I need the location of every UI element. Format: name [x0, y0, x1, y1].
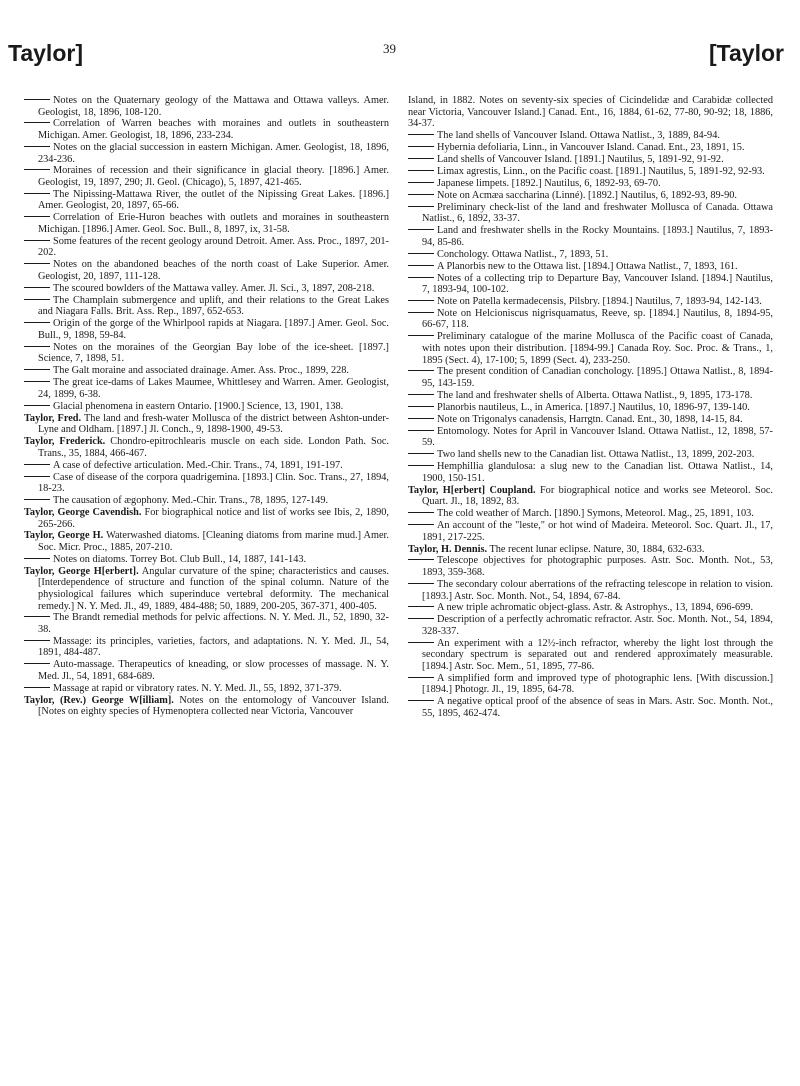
bibliography-entry — [408, 508, 773, 520]
entry-text: Land and freshwater shells in the Rocky Mountains. [1893.] Nautilus, 7, 1893-94, 85-86. — [422, 225, 773, 248]
bibliography-entry — [408, 261, 773, 273]
entry-text: For biographical notice and works see Meteorol. Soc. Quart. Jl., 18, 1892, 83. — [422, 484, 773, 508]
entry-text: Angular curvature of the spine; characteristics and causes. [Interdependence of structure and function of the spinal column. Nature of the physiological failures which superinduce vertebral deformity. The mechanical remedy.] N. Y. Med. Jl., 49, 1889, 484-488; 50, 1889, 200-205, 367-371, 400-405. — [38, 565, 389, 612]
bibliography-entry — [24, 283, 389, 295]
entry-text: An account of the "leste," or hot wind of Madeira. Meteorol. Soc. Quart. Jl., 17, 1891, 217-225. — [422, 520, 773, 543]
bibliography-entry — [408, 614, 773, 637]
ditto-rule — [408, 194, 434, 195]
entry-text: Telescope objectives for photographic purposes. Astr. Soc. Month. Not., 53, 1893, 359-368. — [422, 555, 773, 579]
ditto-rule — [24, 146, 50, 147]
entry-text: The cold weather of March. [1890.] Symons, Meteorol. Mag., 25, 1891, 103. — [437, 508, 754, 520]
ditto-rule — [408, 158, 434, 159]
bibliography-entry — [24, 142, 389, 165]
bibliography-entry — [24, 566, 389, 612]
entry-text: Notes on the Quaternary geology of the Mattawa and Ottawa valleys. Amer. Geologist, 18, 1896, 108-120. — [38, 95, 389, 118]
entry-author: Taylor, H[erbert] Coupland. — [408, 484, 536, 496]
ditto-rule — [408, 677, 434, 678]
entry-text: Notes of a collecting trip to Departure Bay, Vancouver Island. [1894.] Nautilus, 7, 1893-94, 100-102. — [422, 272, 773, 296]
ditto-rule — [408, 253, 434, 254]
entry-text: The causation of ægophony. Med.-Chir. Trans., 78, 1895, 127-149. — [53, 495, 329, 507]
ditto-rule — [24, 216, 50, 217]
ditto-rule — [24, 346, 50, 347]
bibliography-entry — [24, 318, 389, 341]
entry-text: The scoured bowlders of the Mattawa valley. Amer. Jl. Sci., 3, 1897, 208-218. — [53, 282, 375, 294]
ditto-rule — [408, 642, 434, 643]
ditto-rule — [24, 322, 50, 323]
ditto-rule — [24, 193, 50, 194]
left-column — [24, 95, 389, 718]
entry-text: Origin of the gorge of the Whirlpool rapids at Niagara. [1897.] Amer. Geol. Soc. Bull., 9, 1898, 59-84. — [38, 318, 389, 341]
bibliography-entry — [408, 390, 773, 402]
ditto-rule — [408, 370, 434, 371]
entry-text: Land shells of Vancouver Island. [1891.] Nautilus, 5, 1891-92, 91-92. — [437, 153, 724, 165]
bibliography-entry — [24, 377, 389, 400]
ditto-rule — [24, 663, 50, 664]
entry-text: A negative optical proof of the absence of seas in Mars. Astr. Soc. Month. Not., 55, 1895, 462-474. — [422, 696, 773, 719]
entry-text: Notes on diatoms. Torrey Bot. Club Bull., 14, 1887, 141-143. — [53, 553, 307, 565]
entry-text: Hybernia defoliaria, Linn., in Vancouver Island. Canad. Ent., 23, 1891, 15. — [437, 141, 745, 153]
bibliography-entry — [408, 602, 773, 614]
ditto-rule — [24, 381, 50, 382]
entry-text: Planorbis nautileus, L., in America. [1897.] Nautilus, 10, 1896-97, 139-140. — [437, 401, 750, 413]
ditto-rule — [24, 369, 50, 370]
ditto-rule — [408, 134, 434, 135]
right-column — [408, 95, 773, 720]
entry-text: Massage: its principles, varieties, factors, and adaptations. N. Y. Med. Jl., 54, 1891, 484-487. — [38, 635, 389, 659]
bibliography-entry — [24, 165, 389, 188]
entry-text: A case of defective articulation. Med.-Chir. Trans., 74, 1891, 191-197. — [53, 459, 343, 471]
ditto-rule — [408, 265, 434, 266]
bibliography-entry — [24, 365, 389, 377]
bibliography-entry — [408, 331, 773, 366]
ditto-rule — [408, 418, 434, 419]
entry-author: Taylor, H. Dennis. — [408, 543, 488, 555]
ditto-rule — [24, 240, 50, 241]
ditto-rule — [408, 559, 434, 560]
entry-text: Entomology. Notes for April in Vancouver Island. Ottawa Natlist., 12, 1898, 57-59. — [422, 425, 773, 449]
entry-text: Massage at rapid or vibratory rates. N. Y. Med. Jl., 55, 1892, 371-379. — [53, 682, 342, 694]
entry-text: Note on Patella kermadecensis, Pilsbry. [1894.] Nautilus, 7, 1893-94, 142-143. — [437, 295, 762, 307]
entry-text: Preliminary catalogue of the marine Mollusca of the Pacific coast of Canada, with notes upon their distribution. [1894-99.] Canada Roy. Soc. Proc. & Trans., 1, 1895 (Sect. 4), 17-100; 5, 1899 (Sect. 4), 233-250. — [422, 331, 773, 366]
ditto-rule — [408, 430, 434, 431]
bibliography-entry — [24, 636, 389, 659]
bibliography-entry — [408, 296, 773, 308]
entry-text: A new triple achromatic object-glass. Astr. & Astrophys., 13, 1894, 696-699. — [437, 602, 754, 614]
bibliography-entry — [408, 426, 773, 449]
entry-text: Conchology. Ottawa Natlist., 7, 1893, 51. — [437, 248, 609, 260]
bibliography-entry — [24, 695, 389, 718]
bibliography-entry — [408, 190, 773, 202]
entry-author: Taylor, Fred. — [24, 412, 82, 424]
bibliography-entry — [408, 485, 773, 508]
ditto-rule — [24, 99, 50, 100]
ditto-rule — [408, 524, 434, 525]
bibliography-entry — [24, 495, 389, 507]
bibliography-entry — [24, 189, 389, 212]
entry-text: The Champlain submergence and uplift, and their relations to the Great Lakes and Niagara Falls. Brit. Ass. Rep., 1897, 652-653. — [38, 294, 389, 318]
bibliography-entry — [408, 402, 773, 414]
entry-text: Glacial phenomena in eastern Ontario. [1900.] Science, 13, 1901, 138. — [53, 400, 344, 412]
ditto-rule — [24, 616, 50, 617]
entry-text: Note on Helcioniscus nigrisquamatus, Reeve, sp. [1894.] Nautilus, 8, 1894-95, 66-67, 118. — [422, 307, 773, 331]
bibliography-entry — [408, 673, 773, 696]
entry-text: Limax agrestis, Linn., on the Pacific coast. [1891.] Nautilus, 5, 1891-92, 92-93. — [437, 165, 765, 177]
page-header — [0, 40, 800, 80]
bibliography-entry — [24, 460, 389, 472]
bibliography-entry — [408, 130, 773, 142]
ditto-rule — [408, 335, 434, 336]
entry-author: Taylor, Frederick. — [24, 436, 106, 448]
entry-text: Island, in 1882. Notes on seventy-six species of Cicindelidæ and Carabidæ collected near Victoria, Vancouver Island.] Canad. Ent., 16, 1884, 61-62, 77-80, 90-92; 18, 1886, 34-37. — [408, 95, 773, 130]
entry-text: Some features of the recent geology around Detroit. Amer. Ass. Proc., 1897, 201-202. — [38, 235, 389, 259]
bibliography-entry — [24, 342, 389, 365]
ditto-rule — [24, 299, 50, 300]
bibliography-entry — [24, 95, 389, 118]
entry-author: Taylor, (Rev.) George W[illiam]. — [24, 694, 174, 706]
bibliography-entry — [24, 472, 389, 495]
bibliography-entry — [408, 696, 773, 719]
ditto-rule — [24, 499, 50, 500]
bibliography-entry — [24, 683, 389, 695]
bibliography-entry — [408, 249, 773, 261]
entry-text: A simplified form and improved type of photographic lens. [With discussion.] [1894.] Photogr. Jl., 19, 1895, 64-78. — [422, 672, 773, 696]
bibliography-entry — [408, 461, 773, 484]
entry-text: Auto-massage. Therapeutics of kneading, or slow processes of massage. N. Y. Med. Jl., 54, 1891, 684-689. — [38, 659, 389, 682]
ditto-rule — [408, 512, 434, 513]
bibliography-entry — [408, 273, 773, 296]
entry-text: The recent lunar eclipse. Nature, 30, 1884, 632-633. — [489, 543, 705, 555]
entry-author: Taylor, George H[erbert]. — [24, 565, 139, 577]
bibliography-entry — [408, 308, 773, 331]
bibliography-entry — [408, 638, 773, 673]
entry-text: The great ice-dams of Lakes Maumee, Whittlesey and Warren. Amer. Geologist, 24, 1899, 6-38. — [38, 377, 389, 400]
bibliography-entry — [408, 142, 773, 154]
entry-text: The secondary colour aberrations of the refracting telescope in relation to vision. [1893.] Astr. Soc. Month. Not., 54, 1894, 67-84. — [422, 578, 773, 602]
bibliography-entry — [24, 212, 389, 235]
bibliography-entry — [408, 366, 773, 389]
ditto-rule — [408, 453, 434, 454]
entry-text: The present condition of Canadian conchology. [1895.] Ottawa Natlist., 8, 1894-95, 143-159. — [422, 366, 773, 389]
ditto-rule — [408, 465, 434, 466]
ditto-rule — [408, 312, 434, 313]
entry-text: Case of disease of the corpora quadrigemina. [1893.] Clin. Soc. Trans., 27, 1894, 18-23. — [38, 471, 389, 495]
ditto-rule — [408, 206, 434, 207]
ditto-rule — [408, 300, 434, 301]
ditto-rule — [24, 464, 50, 465]
ditto-rule — [24, 640, 50, 641]
entry-text: Notes on the glacial succession in eastern Michigan. Amer. Geologist, 18, 1896, 234-236. — [38, 141, 389, 165]
entry-author: Taylor, George Cavendish. — [24, 506, 142, 518]
ditto-rule — [408, 229, 434, 230]
bibliography-entry — [24, 401, 389, 413]
entry-text: The Galt moraine and associated drainage. Amer. Ass. Proc., 1899, 228. — [53, 365, 349, 377]
entry-text: Hemphillia glandulosa: a slug new to the Canadian list. Ottawa Natlist., 14, 1900, 150-151. — [422, 461, 773, 484]
entry-author: Taylor, George H. — [24, 530, 104, 542]
entry-text: The land and fresh-water Mollusca of the district between Ashton-under-Lyne and Oldham. [1897.] Jl. Conch., 9, 1898-1900, 49-53. — [38, 412, 390, 436]
bibliography-entry — [24, 436, 389, 459]
entry-text: Notes on the moraines of the Georgian Bay lobe of the ice-sheet. [1897.] Science, 7, 1898, 51. — [38, 341, 389, 365]
bibliography-entry — [408, 178, 773, 190]
ditto-rule — [24, 405, 50, 406]
bibliography-entry — [24, 118, 389, 141]
ditto-rule — [408, 606, 434, 607]
entry-text: A Planorbis new to the Ottawa list. [1894.] Ottawa Natlist., 7, 1893, 161. — [437, 260, 738, 272]
entry-text: Japanese limpets. [1892.] Nautilus, 6, 1892-93, 69-70. — [437, 177, 661, 189]
ditto-rule — [24, 558, 50, 559]
bibliography-entry — [24, 259, 389, 282]
ditto-rule — [408, 170, 434, 171]
bibliography-entry — [24, 530, 389, 553]
entry-text: Notes on the abandoned beaches of the north coast of Lake Superior. Amer. Geologist, 20, 1897, 111-128. — [38, 259, 389, 282]
entry-text: Waterwashed diatoms. [Cleaning diatoms from marine mud.] Amer. Soc. Micr. Proc., 1885, 207-210. — [38, 530, 389, 553]
ditto-rule — [24, 687, 50, 688]
entry-text: Two land shells new to the Canadian list. Ottawa Natlist., 13, 1899, 202-203. — [437, 449, 755, 461]
entry-text: Moraines of recession and their significance in glacial theory. [1896.] Amer. Geologist, 19, 1897, 290; Jl. Geol. (Chicago), 5, 1897, 421-465. — [38, 165, 389, 188]
entry-text: Note on Acmæa saccharina (Linné). [1892.] Nautilus, 6, 1892-93, 89-90. — [437, 189, 737, 201]
ditto-rule — [24, 476, 50, 477]
ditto-rule — [408, 700, 434, 701]
ditto-rule — [24, 169, 50, 170]
entry-text: The Brandt remedial methods for pelvic affections. N. Y. Med. Jl., 52, 1890, 32-38. — [38, 612, 389, 635]
bibliography-entry — [408, 579, 773, 602]
bibliography-entry — [408, 154, 773, 166]
entry-text: For biographical notice and list of works see Ibis, 2, 1890, 265-266. — [38, 506, 389, 530]
bibliography-entry — [24, 612, 389, 635]
ditto-rule — [408, 583, 434, 584]
bibliography-entry — [24, 413, 389, 436]
bibliography-entry — [408, 544, 773, 556]
ditto-rule — [408, 394, 434, 395]
entry-text: Notes on the entomology of Vancouver Island. [Notes on eighty species of Hymenoptera collected near Victoria, Vancouver — [38, 694, 389, 718]
entry-text: The Nipissing-Mattawa River, the outlet of the Nipissing Great Lakes. [1896.] Amer. Geologist, 20, 1897, 65-66. — [38, 188, 389, 212]
entry-text: Description of a perfectly achromatic refractor. Astr. Soc. Month. Not., 54, 1894, 328-337. — [422, 614, 773, 637]
running-head-right: [Taylor — [709, 40, 784, 66]
entry-text: Correlation of Warren beaches with moraines and outlets in southeastern Michigan. Amer. Geologist, 18, 1896, 233-234. — [38, 118, 389, 142]
bibliography-entry — [408, 95, 773, 130]
page-number: 39 — [383, 41, 396, 56]
ditto-rule — [24, 287, 50, 288]
ditto-rule — [408, 406, 434, 407]
entry-text: The land and freshwater shells of Alberta. Ottawa Natlist., 9, 1895, 173-178. — [437, 389, 753, 401]
running-head-left: Taylor] — [8, 40, 83, 66]
ditto-rule — [408, 182, 434, 183]
entry-text: Preliminary check-list of the land and freshwater Mollusca of Canada. Ottawa Natlist., 6, 1892, 33-37. — [422, 201, 773, 225]
bibliography-entry — [408, 225, 773, 248]
bibliography-entry — [408, 166, 773, 178]
bibliography-entry — [408, 449, 773, 461]
bibliography-entry — [408, 555, 773, 578]
bibliography-entry — [408, 202, 773, 225]
entry-text: Chondro-epitrochlearis muscle on each side. London Path. Soc. Trans., 35, 1884, 466-467. — [38, 436, 389, 459]
bibliography-entry — [408, 520, 773, 543]
ditto-rule — [24, 263, 50, 264]
bibliography-entry — [24, 507, 389, 530]
bibliography-entry — [24, 236, 389, 259]
ditto-rule — [408, 146, 434, 147]
bibliography-entry — [24, 295, 389, 318]
entry-text: An experiment with a 12½-inch refractor, whereby the light lost through the secondary spectrum is separated out and rendered approximately measurable. [1894.] Astr. Soc. Mem., 51, 1895, 77-86. — [422, 637, 773, 672]
entry-text: Note on Trigonalys canadensis, Harrgtn. Canad. Ent., 30, 1898, 14-15, 84. — [437, 413, 743, 425]
ditto-rule — [408, 277, 434, 278]
entry-text: The land shells of Vancouver Island. Ottawa Natlist., 3, 1889, 84-94. — [437, 130, 720, 142]
bibliography-entry — [408, 414, 773, 426]
entry-text: Correlation of Erie-Huron beaches with outlets and moraines in southeastern Michigan. [1896.] Amer. Geol. Soc. Bull., 8, 1897, ix, 31-58. — [38, 212, 389, 235]
ditto-rule — [24, 122, 50, 123]
ditto-rule — [408, 618, 434, 619]
bibliography-entry — [24, 554, 389, 566]
bibliography-entry — [24, 659, 389, 682]
